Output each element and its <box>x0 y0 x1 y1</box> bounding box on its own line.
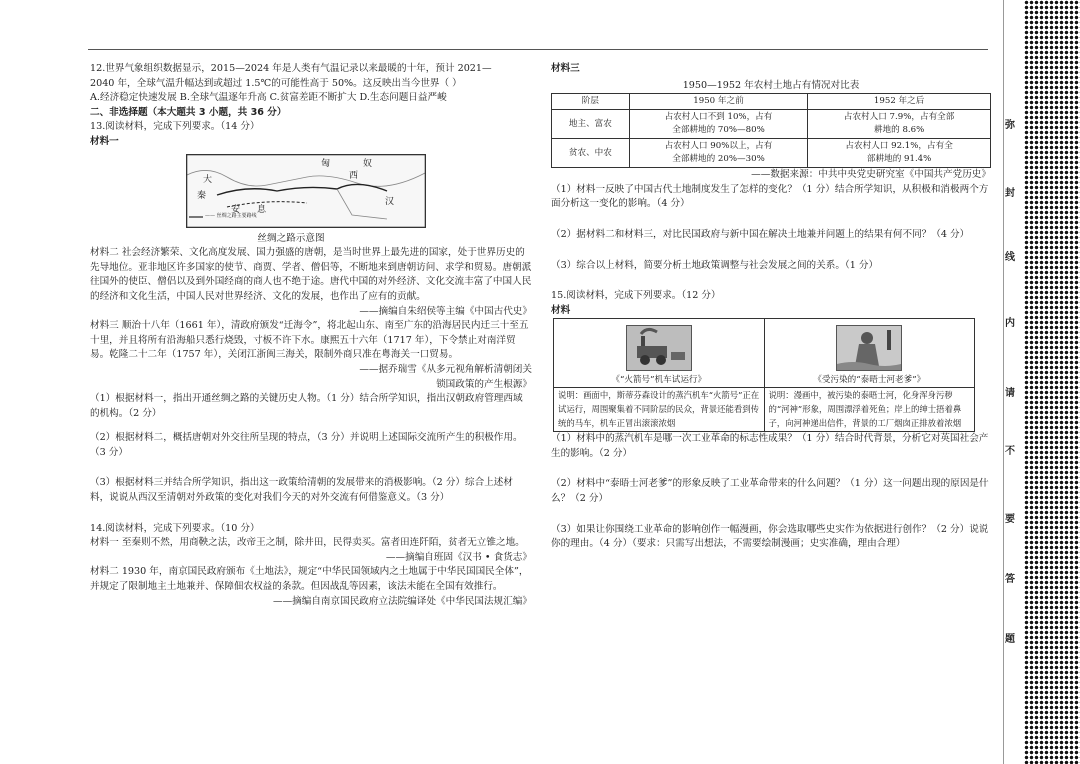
father-thames-graphic <box>837 326 901 370</box>
q13-material3: 材料三 顺治十八年（1661 年），清政府颁发“迁海令”，将北起山东、南至广东的沿海居民内迁三十至五十里，并且将所有沿海船只悉行烧毁，寸板不许下水。康熙五十六年（1717 年），下令禁止对南洋贸易。乾隆二十二年（1757 年），关闭江浙闽三海关，限制外商只准在粤海关一口贸易。 <box>90 320 529 361</box>
q14-part1: （1）材料一反映了中国古代土地制度发生了怎样的变化？（1 分）结合所学知识，从积极和消极两个方面分析这一变化的影响。（4 分） <box>551 183 989 210</box>
q13-material3-source: ——据乔瑞雪《从多元视角解析清朝闭关 <box>359 363 532 375</box>
table-cell <box>808 110 991 139</box>
seal-line-char: 答 <box>1005 574 1015 585</box>
q12-options: A.经济稳定快速发展 B.全球气温逐年升高 C.贫富差距不断扩大 D.生态问题日益严峻 <box>90 92 447 104</box>
cell-line: 占农村人口 92.1%，占有全 <box>845 141 953 152</box>
q15-stem: 15.阅读材料，完成下列要求。（12 分） <box>551 290 721 302</box>
q14-material2: 材料二 1930 年，南京国民政府颁布《土地法》，规定“中华民国领域内之土地属于中华民国国民全体”，并规定了限制地主土地兼并、保障佃农权益的条款。但因战乱等因素，该法未能在全国有效推行。 <box>90 566 529 593</box>
map-label: 匈 <box>321 158 331 169</box>
table-cell <box>629 139 808 168</box>
silk-road-map <box>186 154 426 228</box>
q15-questions <box>551 432 991 552</box>
table-header: 阶层 <box>552 94 630 110</box>
q14-material3 <box>551 62 991 93</box>
table-source: ——数据来源：中共中央党史研究室《中国共产党历史》 <box>751 169 991 181</box>
seal-line-char: 请 <box>1005 388 1015 399</box>
q13-stem: 13.阅读材料，完成下列要求。（14 分） <box>90 121 260 133</box>
q12-line1: 12.世界气象组织数据显示，2015—2024 年是人类有气温记录以来最暖的十年，预计 2021— <box>90 63 492 74</box>
map-label: 汉 <box>385 196 395 207</box>
map-label: 奴 <box>363 158 373 169</box>
rocket-description: 说明：画面中，斯蒂芬森设计的蒸汽机车“火箭号”正在试运行，周围聚集着不同阶层的民众，背景还能看到传统的马车，机车正冒出滚滚浓烟 <box>554 387 765 431</box>
table-row <box>552 139 991 168</box>
thames-description: 说明：漫画中，被污染的泰晤士河，化身浑身污秽的“河神”形象，周围漂浮着死鱼；岸上的绅士捂着鼻子，向河神递出信件，背景的工厂烟囱正排放着浓烟 <box>765 387 975 431</box>
seal-line-char: 要 <box>1005 514 1015 525</box>
table-header-row <box>552 94 991 110</box>
q14-material2-source: ——摘编自南京国民政府立法院编译处《中华民国法规汇编》 <box>272 595 532 607</box>
question-12 <box>90 62 532 150</box>
section-2-title: 二、非选择题（本大题共 3 小题，共 36 分） <box>90 106 287 118</box>
table-cell <box>629 110 808 139</box>
seal-line-char: 线 <box>1005 252 1015 263</box>
map-label: 息 <box>257 204 267 215</box>
q13-material2: 材料二 社会经济繁荣、文化高度发展、国力强盛的唐朝，是当时世界上最先进的国家，处于世界历史的先导地位。亚非地区许多国家的使节、商贾、学者、僧侣等，不断地来到唐朝访问、求学和贸易。唐朝派往国外的使臣、僧侣以及到外国经商的商人也不绝于途。唐代中国的对外经济、文化交流丰富了中国人民的经济和文化生活，中国人民对世界经济、文化的发展，也作出了应有的贡献。 <box>90 247 532 302</box>
cell-line: 占农村人口不到 10%，占有 <box>664 112 773 123</box>
q13-part3: （3）根据材料三并结合所学知识，指出这一政策给清朝的发展带来的消极影响。（2 分）综合上述材料，说说从西汉至清朝对外政策的变化对我们今天的对外交流有何借鉴意义。（3 分） <box>90 477 513 504</box>
rocket-locomotive-graphic <box>627 326 691 370</box>
table-cell: 地主、富农 <box>552 110 630 139</box>
image-row <box>554 319 974 387</box>
cell-line: 部耕地的 91.4% <box>866 154 932 165</box>
map-label: 西 <box>349 170 359 181</box>
q13-part1: （1）根据材料一，指出开通丝绸之路的关键历史人物。（1 分）结合所学知识，指出汉朝政府管理西域的机构。（2 分） <box>90 393 523 419</box>
cell-line: 占农村人口 90%以上，占有 <box>664 141 773 152</box>
q14-material3-label: 材料三 <box>551 63 580 74</box>
cell-line: 占农村人口 7.9%，占有全部 <box>843 112 955 123</box>
father-thames-picture <box>836 325 902 371</box>
q15-part2: （2）材料中“泰晤士河老爹”的形象反映了工业革命带来的什么问题？（1 分）这一问题出现的原因是什么？（2 分） <box>551 478 989 504</box>
q15-part1: （1）材料中的蒸汽机车是哪一次工业革命的标志性成果？（1 分）结合时代背景，分析它对英国社会产生的影响。（2 分） <box>551 433 989 459</box>
question-13 <box>90 232 532 610</box>
right-column <box>551 62 991 552</box>
q15-image-table <box>553 318 975 432</box>
map-label: 秦 <box>197 190 207 201</box>
q13-material3-source: 锁国政策的产生根源》 <box>436 378 532 390</box>
land-table <box>551 93 991 168</box>
cell-line: 全部耕地的 20%—30% <box>672 154 765 165</box>
table-cell <box>808 139 991 168</box>
thames-caption: 《受污染的“泰晤士河老爹”》 <box>813 375 926 386</box>
seal-line-char: 不 <box>1005 446 1015 457</box>
q14-questions <box>551 168 991 318</box>
q13-material1-label: 材料一 <box>90 135 119 147</box>
q15-part3: （3）如果让你围绕工业革命的影响创作一幅漫画，你会选取哪些史实作为依据进行创作？（2 分）说说你的理由。（4 分）（要求：只需写出想法，不需要绘制漫画；史实准确，理由合理） <box>551 523 989 550</box>
q13-material2-source: ——摘编自朱绍侯等主编《中国古代史》 <box>359 305 532 317</box>
table-row <box>552 110 991 139</box>
rocket-image-cell <box>554 319 765 387</box>
q14-material1-source: ——摘编自班固《汉书 • 食货志》 <box>385 551 532 563</box>
map-caption: 丝绸之路示意图 <box>257 232 325 244</box>
binding-margin <box>1003 0 1018 764</box>
map-label: 安 <box>231 204 241 215</box>
q12-line2: 2040 年，全球气温升幅达到或超过 1.5℃的可能性高于 50%。这反映出当今世界（ ） <box>90 77 462 89</box>
description-row <box>554 387 974 431</box>
q14-stem: 14.阅读材料，完成下列要求。（10 分） <box>90 522 260 534</box>
thames-image-cell <box>765 319 975 387</box>
map-label: 大 <box>203 174 213 185</box>
rocket-locomotive-picture <box>626 325 692 371</box>
table-header: 1950 年之前 <box>629 94 808 110</box>
cell-line: 耕地的 8.6% <box>873 125 925 136</box>
q14-part3: （3）综合以上材料，简要分析土地政策调整与社会发展之间的关系。（1 分） <box>551 259 879 271</box>
q14-part2: （2）据材料二和材料三，对比民国政府与新中国在解决土地兼并问题上的结果有何不同？（4 分） <box>551 228 970 240</box>
table-header: 1952 年之后 <box>808 94 991 110</box>
q15-material-label: 材料 <box>551 304 571 316</box>
seal-line-char: 弥 <box>1005 120 1015 131</box>
table-cell: 贫农、中农 <box>552 139 630 168</box>
dot-pattern-border <box>1024 0 1080 764</box>
rocket-caption: 《“火箭号”机车试运行》 <box>611 375 707 386</box>
header-rule <box>88 49 988 50</box>
seal-line-char: 内 <box>1005 318 1015 329</box>
q13-part2: （2）根据材料二，概括唐朝对外交往所呈现的特点，（3 分）并说明上述国际交流所产生的积极作用。（3 分） <box>90 432 523 458</box>
q14-material1: 材料一 至秦则不然，用商鞅之法，改帝王之制，除井田，民得卖买。富者田连阡陌，贫者无立锥之地。 <box>90 537 525 549</box>
cell-line: 全部耕地的 70%—80% <box>672 125 765 136</box>
map-legend: —— 丝绸之路主要路线 <box>205 212 257 219</box>
seal-line-char: 题 <box>1005 634 1015 645</box>
seal-line-char: 封 <box>1005 188 1015 199</box>
land-table-title: 1950—1952 年农村土地占有情况对比表 <box>682 79 860 91</box>
left-column <box>90 62 532 609</box>
